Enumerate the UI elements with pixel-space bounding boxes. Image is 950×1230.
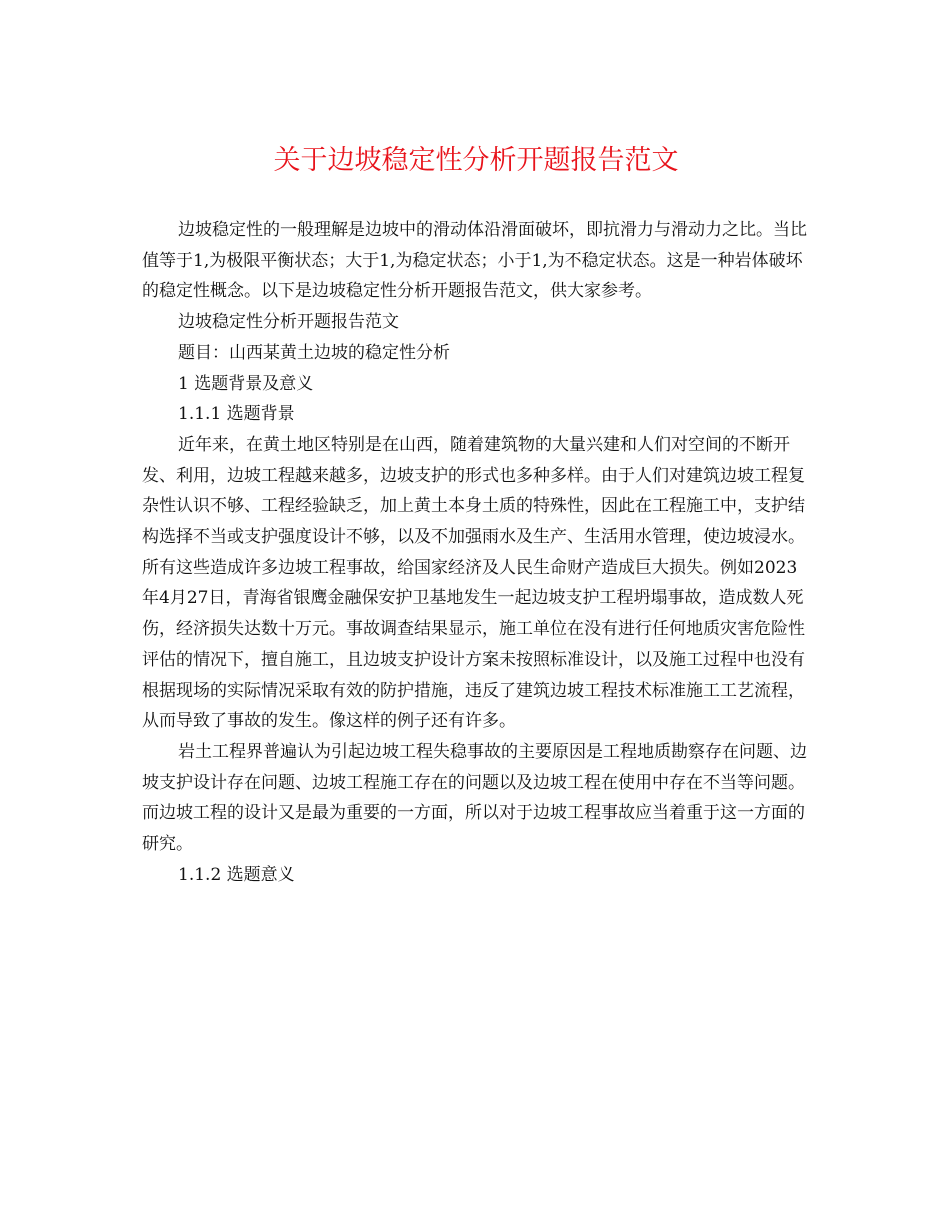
document-body: [142, 215, 810, 890]
causes-paragraph: 岩土工程界普遍认为引起边坡工程失稳事故的主要原因是工程地质勘察存在问题、边坡支护设计存在问题、边坡工程施工存在的问题以及边坡工程在使用中存在不当等问题。而边坡工程的设计又是最为重要的一方面，所以对于边坡工程事故应当着重于这一方面的研究。: [142, 741, 807, 855]
subsection-heading: 1.1.2 选题意义: [178, 864, 295, 885]
section-heading: 1 选题背景及意义: [178, 373, 314, 394]
document-title: 关于边坡稳定性分析开题报告范文: [273, 145, 679, 176]
subsection-heading: 1.1.1 选题背景: [178, 404, 295, 425]
topic-line: 题目：山西某黄土边坡的稳定性分析: [178, 342, 450, 363]
background-paragraph: 近年来，在黄土地区特别是在山西，随着建筑物的大量兴建和人们对空间的不断开发、利用，边坡工程越来越多，边坡支护的形式也多种多样。由于人们对建筑边坡工程复杂性认识不够、工程经验缺乏，加上黄土本身土质的特殊性，因此在工程施工中，支护结构选择不当或支护强度设计不够，以及不加强雨水及生产、生活用水管理，使边坡浸水。所有这些造成许多边坡工程事故，给国家经济及人民生命财产造成巨大损失。例如2023年4月27日，青海省银鹰金融保安护卫基地发生一起边坡支护工程坍塌事故，造成数人死伤，经济损失达数十万元。事故调查结果显示，施工单位在没有进行任何地质灾害危险性评估的情况下，擅自施工，且边坡支护设计方案未按照标准设计，以及施工过程中也没有根据现场的实际情况采取有效的防护措施，违反了建筑边坡工程技术标准施工工艺流程，从而导致了事故的发生。像这样的例子还有许多。: [142, 434, 805, 732]
intro-paragraph: 边坡稳定性的一般理解是边坡中的滑动体沿滑面破坏，即抗滑力与滑动力之比。当比值等于1,为极限平衡状态；大于1,为稳定状态；小于1,为不稳定状态。这是一种岩体破坏的稳定性概念。以下是边坡稳定性分析开题报告范文，供大家参考。: [142, 220, 807, 302]
subtitle-paragraph: 边坡稳定性分析开题报告范文: [178, 312, 399, 333]
